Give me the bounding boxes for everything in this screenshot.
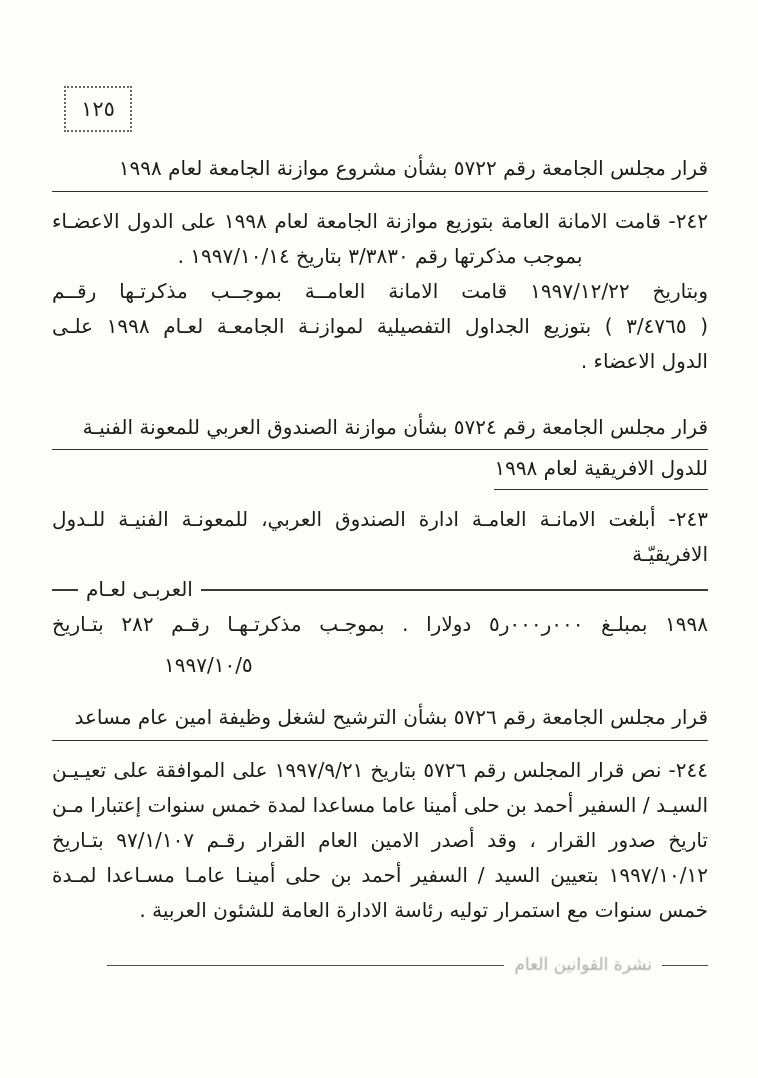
paragraph-242-line-1: ٢٤٢- قامت الامانة العامة بتوزيع موازنة الجامعة لعام ١٩٩٨ على الدول الاعضـاء (52, 209, 708, 233)
paragraph-242-line-3: وبتاريخ ١٩٩٧/١٢/٢٢ قامت الامانة العامــة بموجــب مذكرتـها رقــم (52, 279, 708, 303)
fold-line (201, 589, 708, 591)
paragraph-244 (52, 753, 708, 928)
paragraph-244-line-3: تاريخ صدور القرار ، وقد أصدر الامين العام القرار رقـم ٩٧/١/١٠٧ بتـاريخ (52, 828, 709, 852)
footer-imprint-text: نشرة القوانين العام (514, 954, 652, 975)
paragraph-243 (52, 502, 708, 683)
footer-rule-left (107, 965, 504, 966)
document-body (52, 0, 708, 976)
fold-artifact-text: العربـى لعـام (86, 577, 193, 601)
footer-rule-right (662, 965, 708, 966)
page-number: ١٢٥ (81, 97, 115, 121)
paragraph-243-line-1: ٢٤٣- أبلغت الامانـة العامـة ادارة الصندوق العربي، للمعونـة الفنيـة للـدول الافريقيّـة (52, 507, 708, 566)
paragraph-244-line-2: السيـد / السفير أحمد بن حلى أمينا عاما مساعدا لمدة خمس سنوات إعتبارا مـن (52, 793, 708, 817)
decision-5726-heading: قرار مجلس الجامعة رقم ٥٧٢٦ بشأن الترشيح لشغل وظيفة امين عام مساعد (52, 699, 708, 741)
paragraph-244-line-1: ٢٤٤- نص قرار المجلس رقم ٥٧٢٦ بتاريخ ١٩٩٧/٩/٢١ على الموافقة على تعيـيـن (52, 758, 709, 782)
paragraph-242-line-2: بموجب مذكرتها رقم ٣/٣٨٣٠ بتاريخ ١٩٩٧/١٠/١٤ . (177, 244, 583, 268)
footer (52, 954, 708, 976)
paragraph-244-line-5: خمس سنوات مع استمرار توليه رئاسة الادارة العامة للشئون العربية . (139, 898, 708, 922)
paragraph-244-line-4: ١٩٩٧/١٠/١٢ بتعيين السيد / السفير أحمد بن حلى أمينـا عامـا مسـاعدا لمـدة (52, 863, 708, 887)
paragraph-242-line-4: ( ٣/٤٧٦٥ ) بتوزيع الجداول التفصيلية لموازنـة الجامعـة لعـام ١٩٩٨ علـى (52, 314, 708, 338)
paragraph-243-date: ١٩٩٧/١٠/٥ (164, 653, 253, 677)
decision-5724-heading-line-2: للدول الافريقية لعام ١٩٩٨ (494, 450, 708, 490)
decision-5724-heading-line-1: قرار مجلس الجامعة رقم ٥٧٢٤ بشأن موازنة الصندوق العربي للمعونة الفنيـة (52, 409, 708, 450)
paragraph-242 (52, 204, 708, 379)
paragraph-242-line-5: الدول الاعضاء . (580, 349, 708, 373)
paragraph-243-line-3: ١٩٩٨ بمبلـغ ٠٠٠ر٠٠٠ر٥ دولارا . بموجـب مذكرتـهـا رقـم ٢٨٢ بتـاريخ (52, 612, 709, 636)
fold-line-stub (52, 589, 78, 591)
fold-artifact-row (52, 572, 708, 607)
decision-5722-heading: قرار مجلس الجامعة رقم ٥٧٢٢ بشأن مشروع موازنة الجامعة لعام ١٩٩٨ (52, 150, 708, 192)
